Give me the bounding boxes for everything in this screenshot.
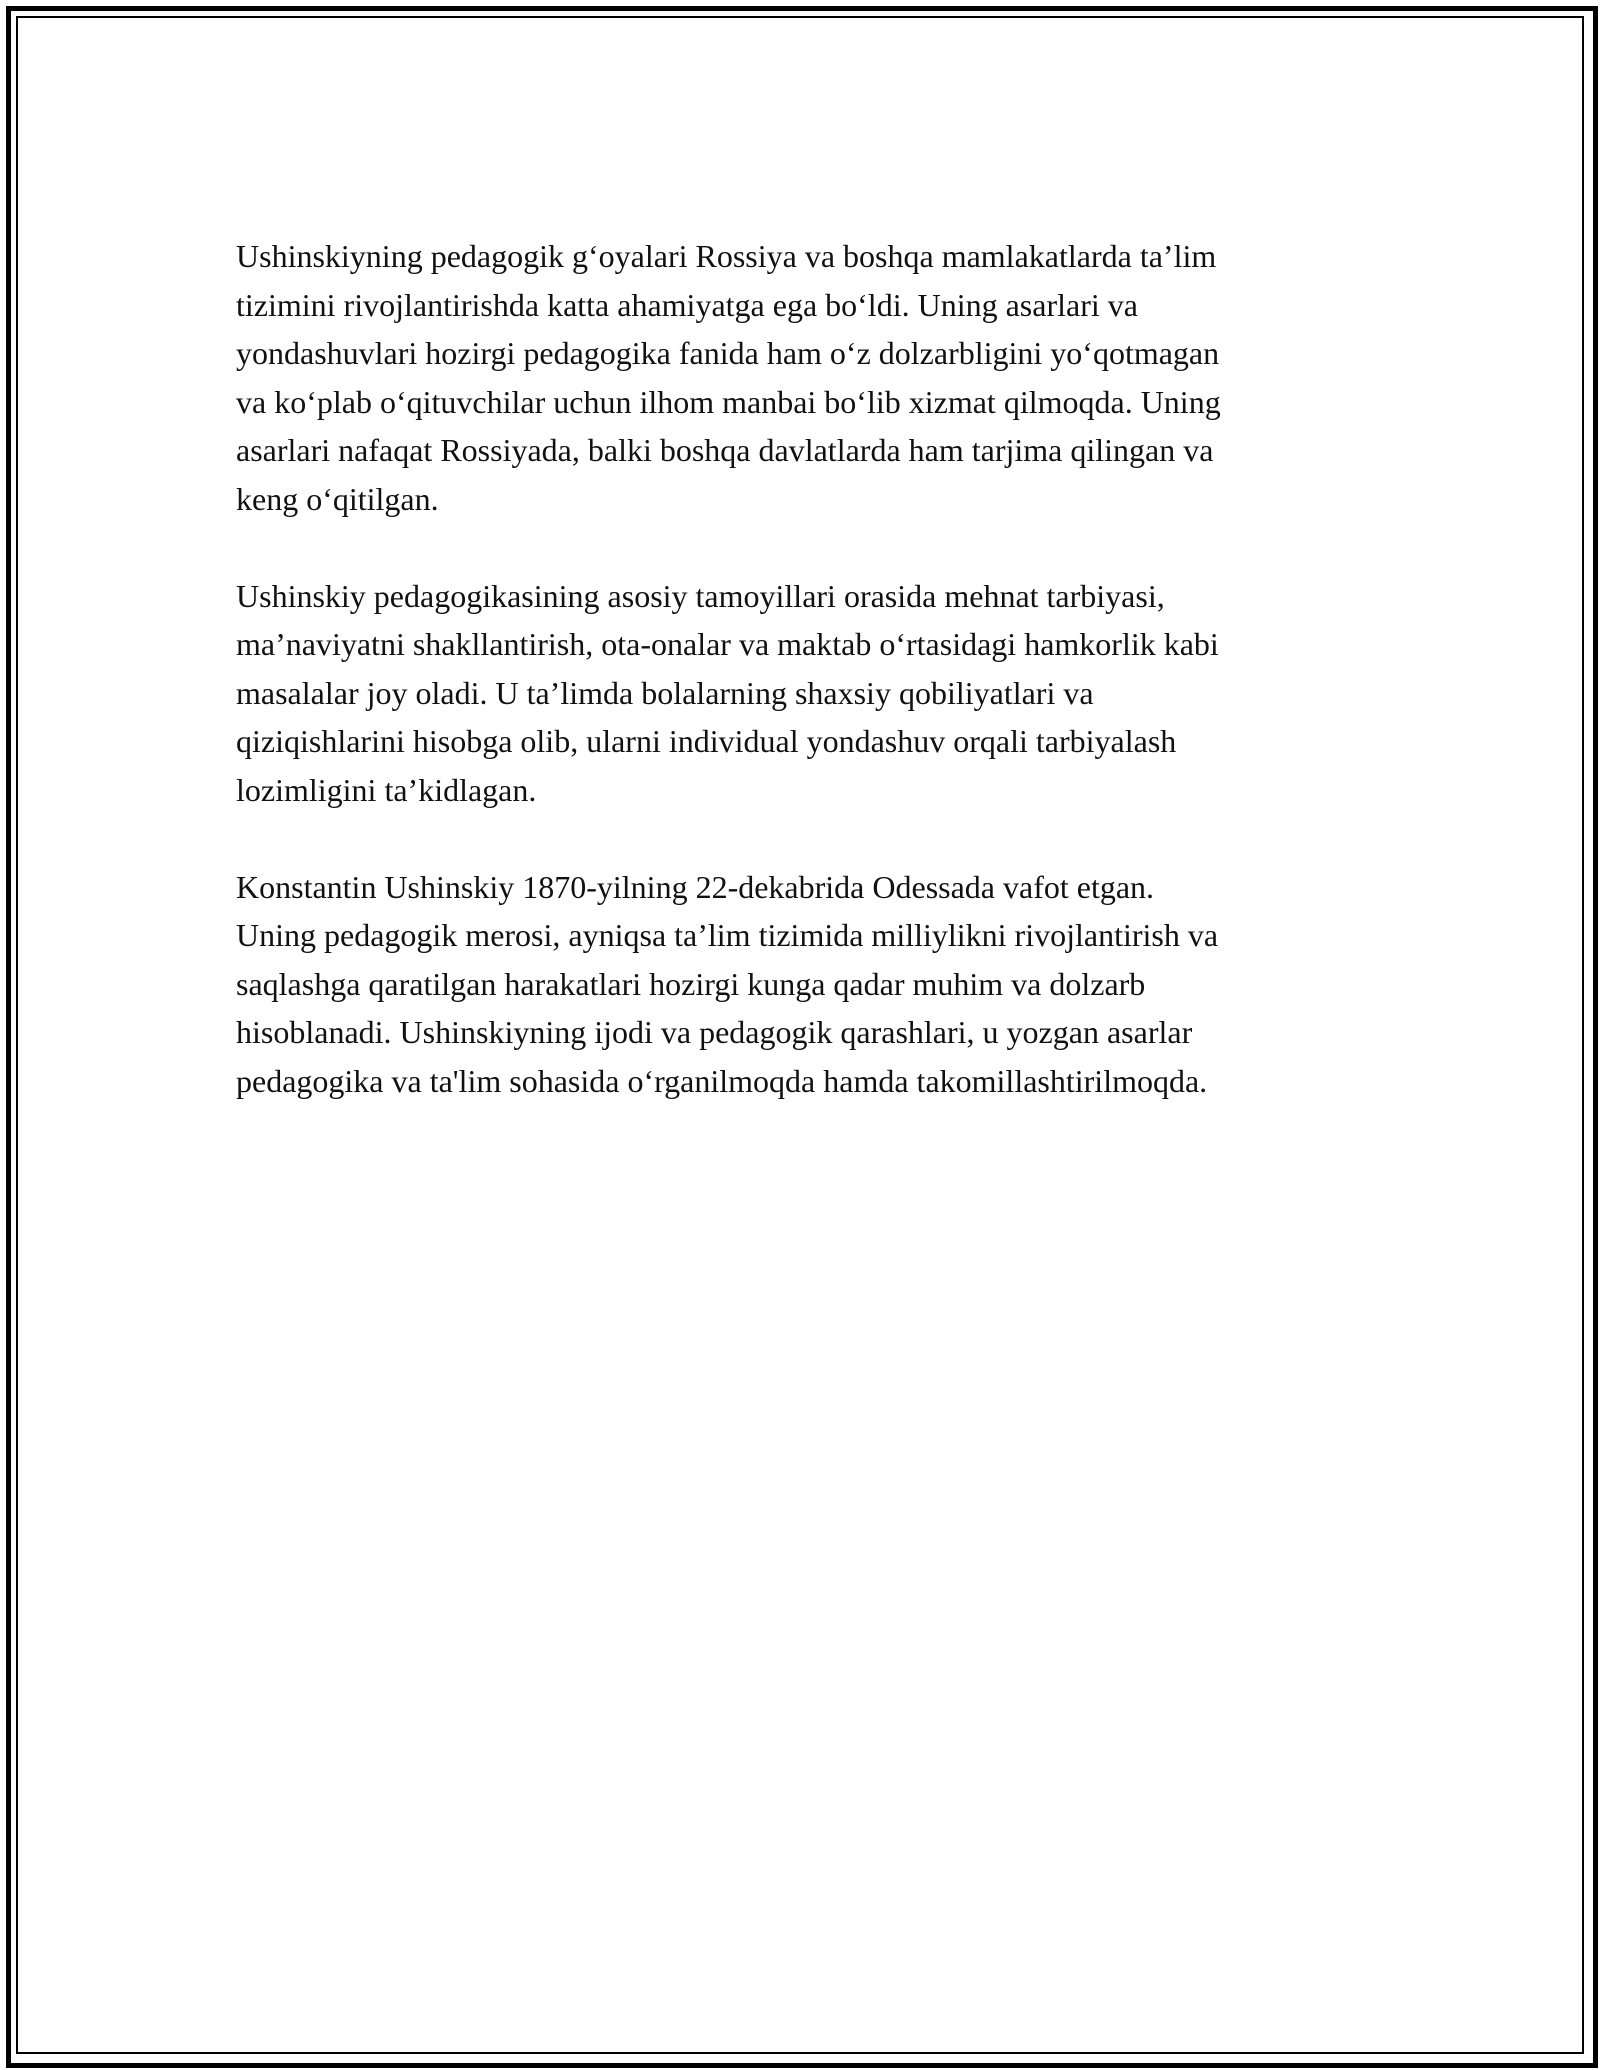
document-body [236,232,1376,1154]
paragraph-1: Ushinskiyning pedagogik g‘oyalari Rossiya va boshqa mamlakatlarda ta’lim tizimini rivojlantirishda katta ahamiyatga ega bo‘ldi. Uning asarlari va yondashuvlari hozirgi pedagogika fanida ham o‘z dolzarbligini yo‘qotmagan va ko‘plab o‘qituvchilar uchun ilhom manbai bo‘lib xizmat qilmoqda. Uning asarlari nafaqat Rossiyada, balki boshqa davlatlarda ham tarjima qilingan va keng o‘qitilgan. [236,238,1221,517]
paragraph-3: Konstantin Ushinskiy 1870-yilning 22-dekabrida Odessada vafot etgan. Uning pedagogik merosi, ayniqsa ta’lim tizimida milliylikni rivojlantirish va saqlashga qaratilgan harakatlari hozirgi kunga qadar muhim va dolzarb hisoblanadi. Ushinskiyning ijodi va pedagogik qarashlari, u yozgan asarlar pedagogika va ta'lim sohasida o‘rganilmoqda hamda takomillashtirilmoqda. [236,868,1219,1099]
paragraph-2: Ushinskiy pedagogikasining asosiy tamoyillari orasida mehnat tarbiyasi, ma’naviyatni shakllantirish, ota-onalar va maktab o‘rtasidagi hamkorlik kabi masalalar joy oladi. U ta’limda bolalarning shaxsiy qobiliyatlari va qiziqishlarini hisobga olib, ularni individual yondashuv orqali tarbiyalash lozimligini ta’kidlagan. [236,577,1219,808]
